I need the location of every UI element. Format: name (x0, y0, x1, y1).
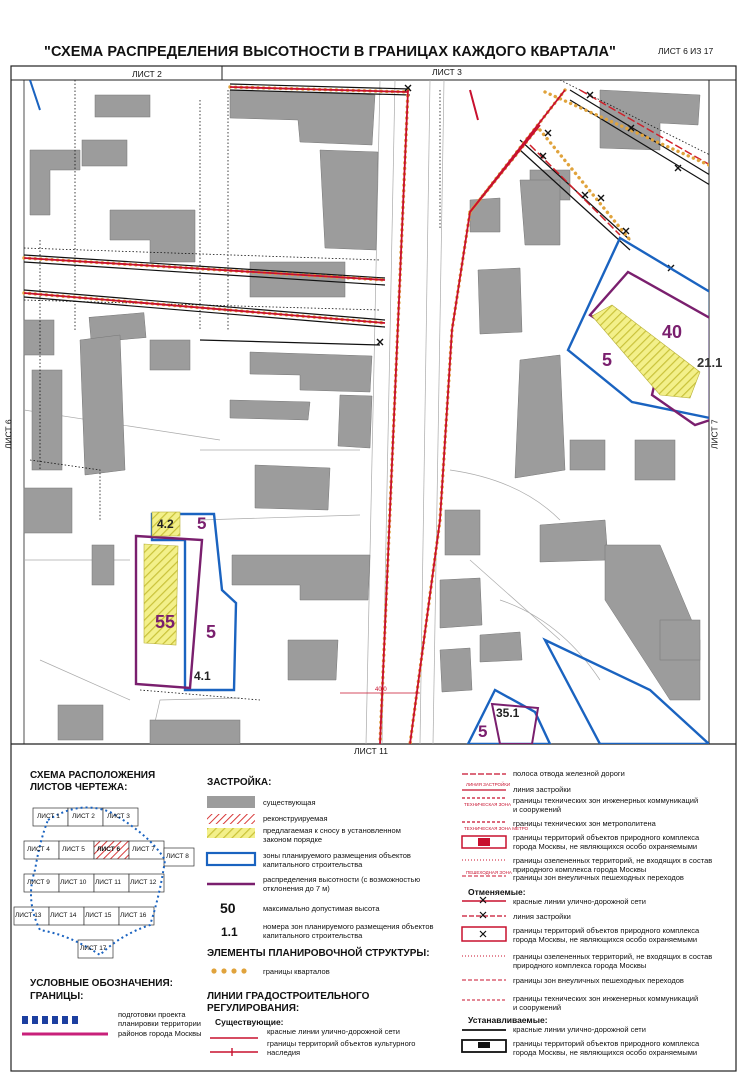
legend-border-districts: районов города Москвы (118, 1029, 202, 1038)
sheet-layout-heading: СХЕМА РАСПОЛОЖЕНИЯ ЛИСТОВ ЧЕРТЕЖА: (30, 770, 156, 793)
borders-heading: ГРАНИЦЫ: (30, 991, 84, 1002)
symbol-text: ЛИНИЯ ЗАСТРОЙКИ (466, 782, 511, 787)
adjacent-sheet-top-left: ЛИСТ 2 (132, 69, 162, 79)
legend-building-line: линия застройки (513, 785, 571, 794)
legend-cancelled-pedestrian: границы зон внеуличных пешеходных переходов (513, 976, 684, 985)
legend-demolish: предлагаемая к сносу в установленном законом порядке (263, 826, 401, 844)
legend-cancelled-tech: границы технических зон инженерных коммуникаций и сооружений (513, 994, 699, 1012)
legend-nature-boundary: границы территорий объектов природного комплекса города Москвы, не являющихся особо охраняемыми (513, 833, 700, 851)
zone-c-code-label: 35.1 (496, 706, 520, 720)
symbol-text: ПЕШЕХОДНАЯ ЗОНА (466, 870, 512, 875)
sheet-cell-current: ЛИСТ 6 (97, 846, 121, 853)
legend-zones: зоны планируемого размещения объектов капитального строительства (263, 851, 411, 869)
zone-b-code-label: 4.2 (157, 517, 174, 531)
sheet-cell: ЛИСТ 8 (166, 853, 189, 860)
page-title: "СХЕМА РАСПРЕДЕЛЕНИЯ ВЫСОТНОСТИ В ГРАНИЦАХ КАЖДОГО КВАРТАЛА" (44, 44, 617, 60)
sheet-cell: ЛИСТ 17 (80, 945, 107, 952)
symbol-text: ТЕХНИЧЕСКАЯ ЗОНА (464, 802, 512, 807)
established-heading: Устанавливаемые: (468, 1015, 548, 1025)
legend-existing: существующая (263, 798, 316, 807)
legend-cancelled-red: красные линии улично-дорожной сети (513, 897, 646, 906)
sheet-cell: ЛИСТ 3 (107, 813, 130, 820)
adjacent-sheet-bottom: ЛИСТ 11 (354, 746, 388, 756)
legend-quarter-boundary: границы кварталов (263, 967, 330, 976)
sheet-cell: ЛИСТ 9 (27, 879, 50, 886)
zone-b-height-label: 55 (155, 612, 176, 632)
symbol-text: ТЕХНИЧЕСКАЯ ЗОНА МЕТРО (464, 826, 529, 831)
zone-a-code-label: 21.1 (697, 355, 723, 370)
zone-b-number2-label: 5 (206, 622, 217, 642)
legend-green-boundary: границы озелененных территорий, не входящих в состав природного комплекса города Москвы (513, 856, 713, 874)
legend-border-project: подготовки проекта планировки территории (118, 1010, 201, 1028)
conventions-heading: УСЛОВНЫЕ ОБОЗНАЧЕНИЯ: (30, 978, 173, 989)
map-area (24, 80, 723, 744)
structure-heading: ЭЛЕМЕНТЫ ПЛАНИРОВОЧНОЙ СТРУКТУРЫ: (207, 948, 430, 959)
legend-metro-zones: границы технических зон метрополитена (513, 819, 656, 828)
sheet-cell: ЛИСТ 2 (72, 813, 95, 820)
legend-height-sample: 50 (220, 900, 236, 916)
legend-zone-sample: 1.1 (221, 925, 238, 939)
legend-cancelled-building-line: линия застройки (513, 912, 571, 921)
legend-pedestrian: границы зон внеуличных пешеходных переходов (513, 873, 684, 882)
zone-b-number-label: 5 (197, 514, 207, 533)
sheet-cell: ЛИСТ 12 (130, 879, 157, 886)
sheet-cell: ЛИСТ 11 (95, 879, 121, 886)
sheet-cell: ЛИСТ 10 (60, 879, 87, 886)
zone-c-number-label: 5 (478, 722, 488, 741)
legend-heritage-boundary: границы территорий объектов культурного наследия (267, 1039, 416, 1057)
sheet-cell: ЛИСТ 1 (37, 813, 60, 820)
building-heading: ЗАСТРОЙКА: (207, 777, 272, 788)
legend-existing-red-lines: красные линии улично-дорожной сети (267, 1027, 400, 1036)
sheet-cell: ЛИСТ 13 (15, 912, 42, 919)
existing-heading: Существующие: (215, 1017, 284, 1027)
dimension-label: 40.0 (375, 687, 387, 693)
sheet-cell: ЛИСТ 7 (132, 846, 155, 853)
existing-buildings (24, 90, 700, 744)
sheet-cell: ЛИСТ 15 (85, 912, 112, 919)
legend-height-distribution: распределения высотности (с возможностью отклонения до 7 м) (263, 875, 421, 893)
legend-max-height: максимально допустимая высота (263, 904, 380, 913)
zone-a-number-label: 5 (602, 350, 613, 370)
sheet-cell: ЛИСТ 14 (50, 912, 77, 919)
legend-railway: полоса отвода железной дороги (513, 769, 625, 778)
legend-established-nature: границы территорий объектов природного комплекса города Москвы, не являющихся особо охраняемыми (513, 1039, 700, 1057)
sheet-cell: ЛИСТ 5 (62, 846, 85, 853)
legend-tech-zones: границы технических зон инженерных коммуникаций и сооружений (513, 796, 699, 814)
cancelled-heading: Отменяемые: (468, 887, 526, 897)
adjacent-sheet-top-right: ЛИСТ 3 (432, 67, 462, 77)
zone-a-height-label: 40 (662, 322, 683, 342)
legend-cancelled-green: границы озелененных территорий, не входящих в состав природного комплекса города Москвы (513, 952, 713, 970)
legend-established-red: красные линии улично-дорожной сети (513, 1025, 646, 1034)
sheet-cell: ЛИСТ 16 (120, 912, 147, 919)
sheet-number: ЛИСТ 6 ИЗ 17 (658, 46, 714, 56)
zone-b-code2-label: 4.1 (194, 669, 211, 683)
legend-zone-numbers: номера зон планируемого размещения объектов капитального строительства (263, 922, 434, 940)
legend-cancelled-nature: границы территорий объектов природного комплекса города Москвы, не являющихся особо охраняемыми (513, 926, 700, 944)
adjacent-sheet-left: ЛИСТ 6 (3, 419, 14, 450)
legend-reconstructed: реконструируемая (263, 814, 328, 823)
adjacent-sheet-right: ЛИСТ 7 (709, 419, 720, 450)
regulation-heading: ЛИНИИ ГРАДОСТРОИТЕЛЬНОГО РЕГУЛИРОВАНИЯ: (207, 991, 370, 1014)
sheet-cell: ЛИСТ 4 (27, 846, 50, 853)
